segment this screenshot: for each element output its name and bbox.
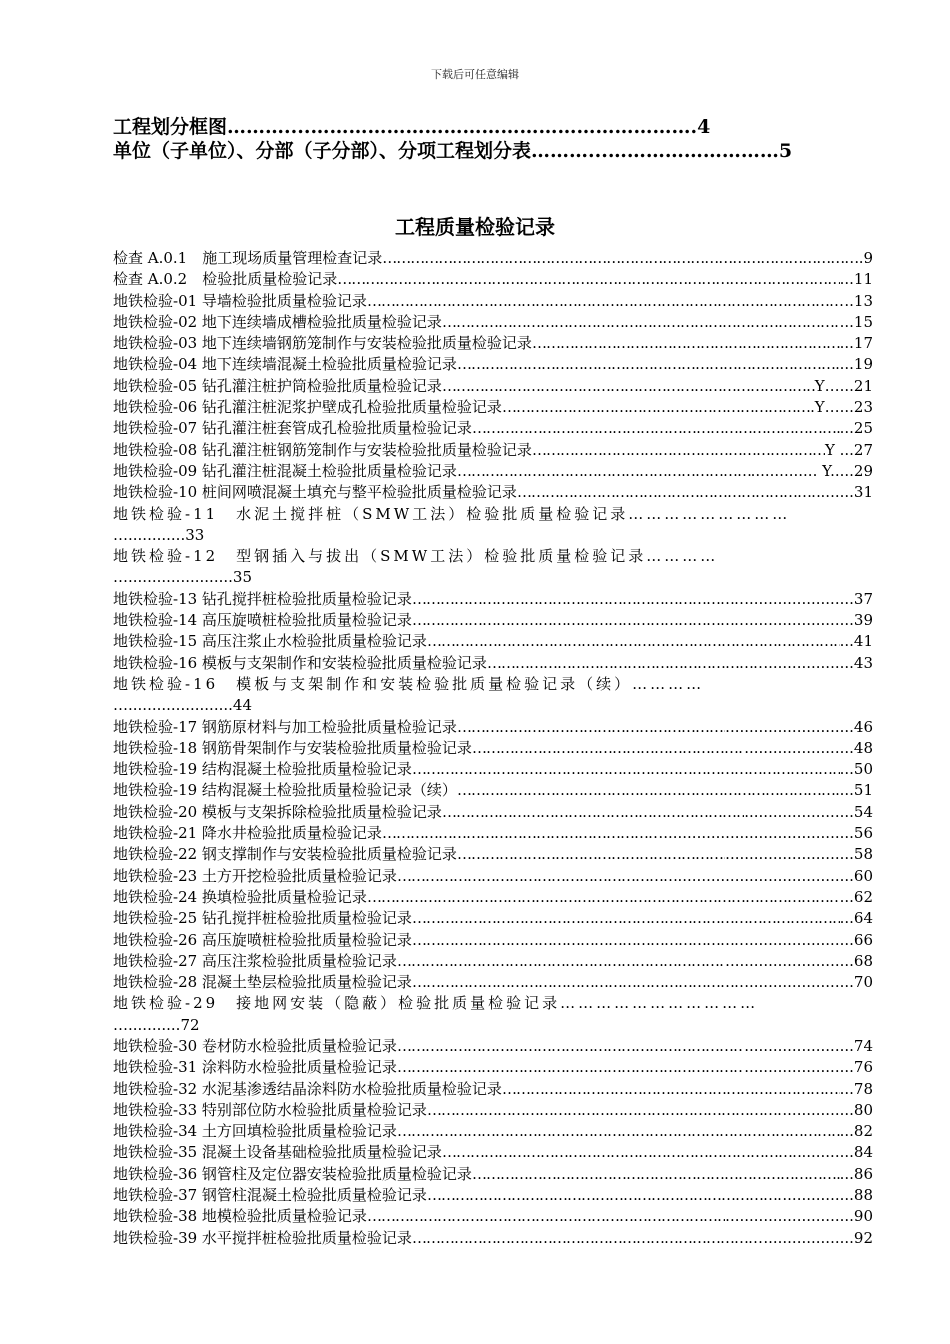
toc-entry[interactable] (113, 674, 873, 717)
toc-entry[interactable] (113, 1206, 873, 1227)
toc-entry-page: ...............80 (782, 1100, 873, 1119)
toc-entry-label: 地铁检验-26 高压旋喷桩检验批质量检验记录 (113, 930, 412, 949)
toc-leader-dots (412, 1228, 763, 1249)
toc-leader-dots (457, 844, 725, 865)
toc-entry-label: 地铁检验-15 高压注浆止水检验批质量检验记录 (113, 632, 427, 651)
toc-leader-dots (397, 1057, 744, 1078)
toc-entry-label: 地铁检验-06 钻孔灌注桩泥浆护壁成孔检验批质量检验记录 (113, 398, 502, 417)
toc-entry[interactable] (113, 248, 873, 269)
toc-entry-label: 地铁检验-27 高压注浆检验批质量检验记录 (113, 951, 397, 970)
toc-leader-dots (457, 780, 840, 801)
toc-leader-dots (502, 397, 815, 418)
toc-entry-page: ...19 (839, 355, 873, 374)
toc-entry[interactable] (113, 823, 873, 844)
toc-entry-label: 地铁检验-09 钻孔灌注桩混凝土检验批质量检验记录 (113, 461, 457, 480)
toc-leader-dots (532, 440, 825, 461)
toc-entry-page: ...........................46 (725, 717, 873, 736)
toc-entry-label: 检查 A.0.1 施工现场质量管理检查记录 (113, 249, 383, 267)
toc-leader-dots (397, 1036, 744, 1057)
toc-entry[interactable] (113, 866, 873, 887)
toc-entry-page: …............33 (113, 525, 205, 544)
toc-entry-page: ...........................68 (725, 951, 873, 970)
toc-leader-dots (427, 1100, 782, 1121)
toc-entry-page: ...................43 (763, 653, 873, 672)
toc-leader-dots (382, 248, 858, 269)
toc-entry[interactable] (113, 1142, 873, 1163)
toc-entry-label: 地铁检验-04 地下连续墙混凝土检验批质量检验记录 (113, 355, 457, 374)
toc-entry[interactable] (113, 972, 873, 993)
toc-entry-page: ...........84 (801, 1143, 873, 1162)
toc-leader-dots (472, 738, 744, 759)
toc-entry-page: .......................70 (744, 973, 873, 992)
toc-entry-label: 地铁检验-33 特别部位防水检验批质量检验记录 (113, 1100, 427, 1119)
toc-leader-dots (487, 653, 763, 674)
toc-entry-label: 地铁检验-18 钢筋骨架制作与安装检验批质量检验记录 (113, 738, 472, 757)
toc-entry-label: 地铁检验-31 涂料防水检验批质量检验记录 (113, 1058, 397, 1077)
toc-entry-page: ...82 (839, 1122, 873, 1141)
toc-leader-dots (412, 589, 744, 610)
toc-entry-page: ...11 (839, 270, 873, 289)
toc-entry[interactable] (113, 1228, 873, 1249)
toc-entry-page: ...17 (839, 334, 873, 353)
toc-leader-dots (457, 717, 725, 738)
toc-leader-dots (367, 1206, 725, 1227)
toc-leader-dots (472, 1164, 840, 1185)
toc-entry-page: .......................54 (744, 802, 873, 821)
toc-entry-label: 检查 A.0.2 检验批质量检验记录 (113, 270, 338, 289)
toc-leader-dots (337, 269, 839, 290)
toc-entry-page: ...............88 (782, 1186, 873, 1205)
toc-leader-dots (502, 1079, 840, 1100)
toc-leader-dots (412, 930, 744, 951)
toc-entry[interactable] (113, 802, 873, 823)
toc-leader-dots (517, 482, 821, 503)
toc-entry-label: 地铁检验-03 地下连续墙钢筋笼制作与安装检验批质量检验记录 (113, 334, 532, 353)
toc-entry-label: 地铁检验-13 钻孔搅拌桩检验批质量检验记录 (113, 589, 412, 608)
toc-entry[interactable] (113, 780, 873, 801)
toc-entry-label: 地铁检验-22 钢支撑制作与安装检验批质量检验记录 (113, 845, 457, 864)
toc-leader-dots (397, 1121, 840, 1142)
toc-entry-page: …...........72 (113, 1015, 200, 1034)
toc-leader-dots (397, 951, 725, 972)
toc-entry-page: ...86 (839, 1164, 873, 1183)
toc-leader-dots (412, 759, 840, 780)
toc-leader-dots (412, 908, 840, 929)
toc-entry[interactable] (113, 717, 873, 738)
toc-entry[interactable] (113, 418, 873, 439)
toc-entry-label: 地铁检验-20 模板与支架拆除检验批质量检验记录 (113, 802, 442, 821)
toc-entry[interactable] (113, 1100, 873, 1121)
toc-entry-label: 地铁检验-25 钻孔搅拌桩检验批质量检验记录 (113, 909, 412, 928)
toc-entry-label: 地铁检验-39 水平搅拌桩检验批质量检验记录 (113, 1228, 412, 1247)
toc-entry[interactable] (113, 1121, 873, 1142)
toc-entry-page: Y…...23 (814, 398, 873, 417)
toc-leader-dots (367, 887, 840, 908)
toc-entry-label: 地铁检验-16 模板与支架制作和安装检验批质量检验记录（续）………… (113, 674, 705, 693)
toc-entry-label: 地铁检验-14 高压旋喷桩检验批质量检验记录 (113, 611, 412, 630)
toc-entry[interactable] (113, 482, 873, 503)
toc-entry[interactable] (113, 312, 873, 333)
toc-entry-label: 地铁检验-19 结构混凝土检验批质量检验记录（续） (113, 781, 457, 800)
page-header: 下载后可任意编辑 (431, 68, 519, 81)
toc-entry[interactable] (113, 610, 873, 631)
toc-entry-label: 地铁检验-35 混凝土设备基础检验批质量检验记录 (113, 1143, 442, 1162)
toc-entry[interactable] (113, 908, 873, 929)
toc-entry[interactable] (113, 759, 873, 780)
toc-entry-label: 地铁检验-11 水泥土搅拌桩（SMW工法）检验批质量检验记录……………………… (113, 504, 791, 523)
toc-entry[interactable] (113, 333, 873, 354)
toc-leader-dots (457, 354, 840, 375)
toc-entry-page: ...64 (839, 909, 873, 928)
toc-leader-dots (472, 418, 840, 439)
toc-leader-dots (397, 866, 678, 887)
toc-entry-page: .....................................60 (677, 866, 873, 885)
toc-entry-page: .......................74 (744, 1036, 873, 1055)
toc-entry-label: 地铁检验-37 钢管柱混凝土检验批质量检验记录 (113, 1186, 427, 1205)
toc-entry[interactable] (113, 291, 873, 312)
toc-entry-page: ...15 (839, 312, 873, 331)
toc-entry-label: 地铁检验-02 地下连续墙成槽检验批质量检验记录 (113, 312, 442, 331)
toc-leader-dots (412, 610, 744, 631)
toc-entry[interactable] (113, 504, 873, 547)
toc-entry-label: 地铁检验-10 桩间网喷混凝土填充与整平检验批质量检验记录 (113, 483, 517, 502)
toc-entry-page: …......................35 (113, 568, 252, 587)
toc-entry-page: .......................66 (744, 930, 873, 949)
toc-entry-page: ...25 (839, 419, 873, 438)
toc-entry-page: ..13 (844, 291, 873, 310)
toc-entry[interactable] (113, 461, 873, 482)
toc-entry-page: .........................................56 (658, 824, 873, 843)
toc-entry-page: ...78 (839, 1079, 873, 1098)
toc-entry-label: 地铁检验-12 型钢插入与拔出（SMW工法）检验批质量检验记录………… (113, 547, 719, 566)
toc-entry[interactable] (113, 993, 873, 1036)
toc-entry-page: .......................48 (744, 738, 873, 757)
toc-entry-page: .......................39 (744, 611, 873, 630)
toc-leader-dots (382, 823, 658, 844)
toc-main-line-1[interactable]: 工程划分框图………....…………………………………………………….4 (113, 116, 711, 138)
toc-main-line-2[interactable]: 单位（子单位）、分部（子分部）、分项工程划分表………...………………………5 (113, 140, 793, 162)
toc-entry[interactable] (113, 844, 873, 865)
toc-entry-page: .9 (858, 249, 873, 267)
toc-entry[interactable] (113, 1036, 873, 1057)
toc-leader-dots (442, 802, 744, 823)
toc-entry[interactable] (113, 1057, 873, 1078)
toc-entry-label: 地铁检验-07 钻孔灌注桩套管成孔检验批质量检验记录 (113, 419, 472, 438)
toc-entry[interactable] (113, 269, 873, 290)
toc-leader-dots (442, 312, 840, 333)
toc-entry[interactable] (113, 354, 873, 375)
toc-entry-page: .......31 (820, 483, 873, 502)
toc-entry-label: 地铁检验-01 导墙检验批质量检验记录 (113, 291, 367, 310)
toc-leader-dots (367, 291, 844, 312)
toc-entry-page: ...50 (839, 760, 873, 779)
section-title: 工程质量检验记录 (395, 215, 555, 239)
toc-entry[interactable] (113, 376, 873, 397)
toc-entry[interactable] (113, 930, 873, 951)
toc-entry-label: 地铁检验-36 钢管柱及定位器安装检验批质量检验记录 (113, 1164, 472, 1183)
toc-entry[interactable] (113, 546, 873, 589)
toc-entry[interactable] (113, 397, 873, 418)
toc-entry-page: ...41 (839, 632, 873, 651)
toc-entry[interactable] (113, 653, 873, 674)
toc-entry[interactable] (113, 951, 873, 972)
toc-entry-page: Y ...27 (824, 440, 873, 459)
toc-entry[interactable] (113, 1164, 873, 1185)
toc-entry-page: .......................37 (744, 589, 873, 608)
toc-entry-page: ...........................90 (725, 1207, 873, 1226)
toc-leader-dots (427, 1185, 782, 1206)
toc-entry-page: .............. Y.....29 (750, 461, 873, 480)
toc-leader-dots (427, 631, 840, 652)
toc-leader-dots (412, 972, 744, 993)
toc-entry[interactable] (113, 1185, 873, 1206)
toc-entry-label: 地铁检验-30 卷材防水检验批质量检验记录 (113, 1036, 397, 1055)
toc-entry-page: …......................44 (113, 696, 252, 715)
toc-entry-page: ...51 (839, 781, 873, 800)
toc-entry-page: ...........................58 (725, 845, 873, 864)
toc-entry[interactable] (113, 738, 873, 759)
toc-entry-label: 地铁检验-34 土方回填检验批质量检验记录 (113, 1122, 397, 1141)
toc-leader-dots (442, 1142, 802, 1163)
toc-entry-label: 地铁检验-08 钻孔灌注桩钢筋笼制作与安装检验批质量检验记录 (113, 440, 532, 459)
toc-entry-label: 地铁检验-19 结构混凝土检验批质量检验记录 (113, 760, 412, 779)
toc-entry[interactable] (113, 887, 873, 908)
toc-entry-page: Y…...21 (814, 376, 873, 395)
toc-entry[interactable] (113, 440, 873, 461)
toc-entry[interactable] (113, 1079, 873, 1100)
toc-entry-label: 地铁检验-16 模板与支架制作和安装检验批质量检验记录 (113, 653, 487, 672)
toc-entry-page: ...62 (839, 887, 873, 906)
toc-entry-label: 地铁检验-32 水泥基渗透结晶涂料防水检验批质量检验记录 (113, 1079, 502, 1098)
toc-entry-page: ...................92 (763, 1228, 873, 1247)
toc-entry-label: 地铁检验-17 钢筋原材料与加工检验批质量检验记录 (113, 717, 457, 736)
toc-list (113, 248, 873, 1249)
toc-leader-dots (442, 376, 815, 397)
toc-entry[interactable] (113, 631, 873, 652)
toc-leader-dots (457, 461, 751, 482)
toc-entry-page: .......................76 (744, 1058, 873, 1077)
toc-entry-label: 地铁检验-28 混凝土垫层检验批质量检验记录 (113, 973, 412, 992)
toc-entry-label: 地铁检验-21 降水井检验批质量检验记录 (113, 824, 382, 843)
toc-entry-label: 地铁检验-29 接地网安装（隐蔽）检验批质量检验记录…………………………… (113, 994, 759, 1013)
toc-entry[interactable] (113, 589, 873, 610)
toc-entry-label: 地铁检验-38 地模检验批质量检验记录 (113, 1207, 367, 1226)
toc-leader-dots (532, 333, 840, 354)
toc-entry-label: 地铁检验-05 钻孔灌注桩护筒检验批质量检验记录 (113, 376, 442, 395)
toc-entry-label: 地铁检验-23 土方开挖检验批质量检验记录 (113, 866, 397, 885)
toc-entry-label: 地铁检验-24 换填检验批质量检验记录 (113, 887, 367, 906)
